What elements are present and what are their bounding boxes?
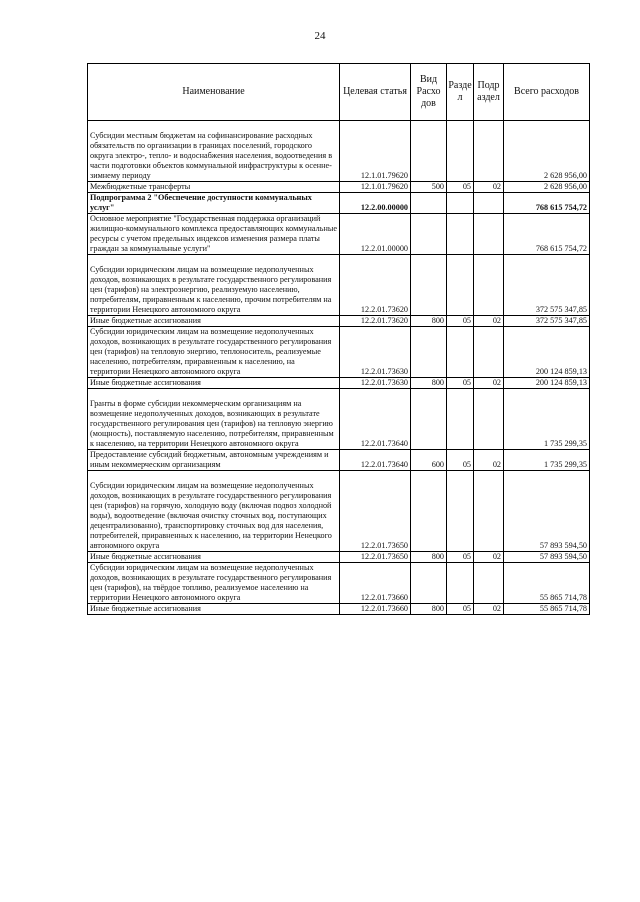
- row-razdel: [447, 121, 474, 182]
- row-razdel: 05: [447, 378, 474, 389]
- row-razdel: [447, 389, 474, 450]
- row-total: 372 575 347,85: [504, 255, 590, 316]
- row-name: Иные бюджетные ассигнования: [88, 552, 340, 563]
- row-code: 12.2.01.73630: [340, 378, 411, 389]
- row-vid: [411, 255, 447, 316]
- row-code: 12.2.01.73640: [340, 450, 411, 471]
- table-header-row: [88, 64, 590, 121]
- header-name: Наименование: [88, 64, 340, 121]
- row-total: 2 628 956,00: [504, 182, 590, 193]
- row-name: Иные бюджетные ассигнования: [88, 316, 340, 327]
- header-podrazdel: Подр аздел: [474, 64, 504, 121]
- header-code: Целевая статья: [340, 64, 411, 121]
- row-podrazdel: [474, 255, 504, 316]
- row-name: Иные бюджетные ассигнования: [88, 378, 340, 389]
- row-code: 12.2.01.73640: [340, 389, 411, 450]
- row-podrazdel: [474, 471, 504, 552]
- row-vid: 500: [411, 182, 447, 193]
- header-total: Всего расходов: [504, 64, 590, 121]
- row-razdel: [447, 255, 474, 316]
- row-name: Субсидии юридическим лицам на возмещение недополученных доходов, возникающих в результате государственного регулирования цен (тарифов) на электроэнергию, реализуемую населению, потребителям, приравненным к населению, прочим потребителям на территории Ненецкого автономного округа: [88, 255, 340, 316]
- table-row: [88, 316, 590, 327]
- row-name: Иные бюджетные ассигнования: [88, 604, 340, 615]
- expenditure-table: [87, 63, 590, 615]
- header-razdel: Разде л: [447, 64, 474, 121]
- row-vid: 800: [411, 378, 447, 389]
- table-row: [88, 327, 590, 378]
- row-name: Гранты в форме субсидии некоммерческим организациям на возмещение недополученных доходов, возникающих в результате государственного регулирования цен (тарифов) на тепловую энергию (мощность), поставляемую населению, потребителям, приравненным к населению, на территории Ненецкого автономного округа: [88, 389, 340, 450]
- row-razdel: [447, 327, 474, 378]
- table-row: [88, 255, 590, 316]
- row-code: 12.2.01.73620: [340, 255, 411, 316]
- row-podrazdel: 02: [474, 552, 504, 563]
- row-total: 768 615 754,72: [504, 193, 590, 214]
- row-code: 12.2.01.73660: [340, 604, 411, 615]
- row-total: 57 893 594,50: [504, 471, 590, 552]
- row-code: 12.2.00.00000: [340, 193, 411, 214]
- row-total: 200 124 859,13: [504, 378, 590, 389]
- row-razdel: [447, 471, 474, 552]
- row-podrazdel: 02: [474, 604, 504, 615]
- row-razdel: [447, 214, 474, 255]
- row-name: Основное мероприятие "Государственная поддержка организаций жилищно-коммунального комплекса предоставляющих коммунальные ресурсы с учетом предельных индексов изменения размера платы граждан за коммунальные услуги": [88, 214, 340, 255]
- row-name: Субсидии местным бюджетам на софинансирование расходных обязательств по организации в границах поселений, городского округа электро-, тепло- и водоснабжения населения, водоотведения в части подготовки объектов коммунальной инфраструктуры к осенне-зимнему периоду: [88, 121, 340, 182]
- row-total: 55 865 714,78: [504, 604, 590, 615]
- row-podrazdel: [474, 193, 504, 214]
- table-row: [88, 450, 590, 471]
- row-podrazdel: [474, 121, 504, 182]
- row-code: 12.2.01.73660: [340, 563, 411, 604]
- table-row: [88, 214, 590, 255]
- row-code: 12.2.01.73650: [340, 471, 411, 552]
- table-row: [88, 563, 590, 604]
- row-razdel: 05: [447, 604, 474, 615]
- header-vid: Вид Расхо дов: [411, 64, 447, 121]
- row-vid: 800: [411, 552, 447, 563]
- row-total: 768 615 754,72: [504, 214, 590, 255]
- row-name: Субсидии юридическим лицам на возмещение недополученных доходов, возникающих в результате государственного регулирования цен (тарифов), на твёрдое топливо, реализуемое населению на территории Ненецкого автономного округа: [88, 563, 340, 604]
- row-total: 200 124 859,13: [504, 327, 590, 378]
- table-row: [88, 378, 590, 389]
- table-row: [88, 604, 590, 615]
- row-vid: 800: [411, 316, 447, 327]
- row-podrazdel: 02: [474, 182, 504, 193]
- row-podrazdel: 02: [474, 378, 504, 389]
- row-code: 12.2.01.00000: [340, 214, 411, 255]
- table-row: [88, 182, 590, 193]
- row-vid: [411, 327, 447, 378]
- row-razdel: [447, 193, 474, 214]
- row-total: 2 628 956,00: [504, 121, 590, 182]
- row-vid: [411, 389, 447, 450]
- row-total: 57 893 594,50: [504, 552, 590, 563]
- row-code: 12.2.01.73650: [340, 552, 411, 563]
- row-code: 12.2.01.73630: [340, 327, 411, 378]
- row-total: 1 735 299,35: [504, 450, 590, 471]
- row-podrazdel: [474, 563, 504, 604]
- row-razdel: 05: [447, 182, 474, 193]
- row-vid: [411, 471, 447, 552]
- row-vid: 800: [411, 604, 447, 615]
- row-podrazdel: [474, 214, 504, 255]
- row-name: Предоставление субсидий бюджетным, автономным учреждениям и иным некоммерческим организациям: [88, 450, 340, 471]
- row-code: 12.2.01.73620: [340, 316, 411, 327]
- row-total: 372 575 347,85: [504, 316, 590, 327]
- row-total: 1 735 299,35: [504, 389, 590, 450]
- row-name: Субсидии юридическим лицам на возмещение недополученных доходов, возникающих в результате государственного регулирования цен (тарифов) на горячую, холодную воду (включая подвоз холодной воды), водоотведение (включая очистку сточных вод, поступающих децентрализованно), транспортировку сточных вод для населения, потребителей, приравненных к населению, на территории Ненецкого автономного округа: [88, 471, 340, 552]
- row-razdel: [447, 563, 474, 604]
- row-total: 55 865 714,78: [504, 563, 590, 604]
- row-vid: [411, 121, 447, 182]
- row-code: 12.1.01.79620: [340, 121, 411, 182]
- table-row: [88, 471, 590, 552]
- page-number: 24: [314, 30, 326, 42]
- row-podrazdel: [474, 327, 504, 378]
- row-vid: [411, 193, 447, 214]
- row-podrazdel: [474, 389, 504, 450]
- table-row: [88, 121, 590, 182]
- row-code: 12.1.01.79620: [340, 182, 411, 193]
- row-name: Межбюджетные трансферты: [88, 182, 340, 193]
- row-vid: 600: [411, 450, 447, 471]
- row-vid: [411, 563, 447, 604]
- row-razdel: 05: [447, 450, 474, 471]
- table-row: [88, 552, 590, 563]
- table-row: [88, 193, 590, 214]
- row-razdel: 05: [447, 316, 474, 327]
- table-row: [88, 389, 590, 450]
- row-name: Субсидии юридическим лицам на возмещение недополученных доходов, возникающих в результате государственного регулирования цен (тарифов) на тепловую энергию, теплоноситель, реализуемые населению, потребителям, приравненным к населению, на территории Ненецкого автономного округа: [88, 327, 340, 378]
- row-name: Подпрограмма 2 "Обеспечение доступности коммунальных услуг": [88, 193, 340, 214]
- row-podrazdel: 02: [474, 316, 504, 327]
- row-podrazdel: 02: [474, 450, 504, 471]
- row-razdel: 05: [447, 552, 474, 563]
- row-vid: [411, 214, 447, 255]
